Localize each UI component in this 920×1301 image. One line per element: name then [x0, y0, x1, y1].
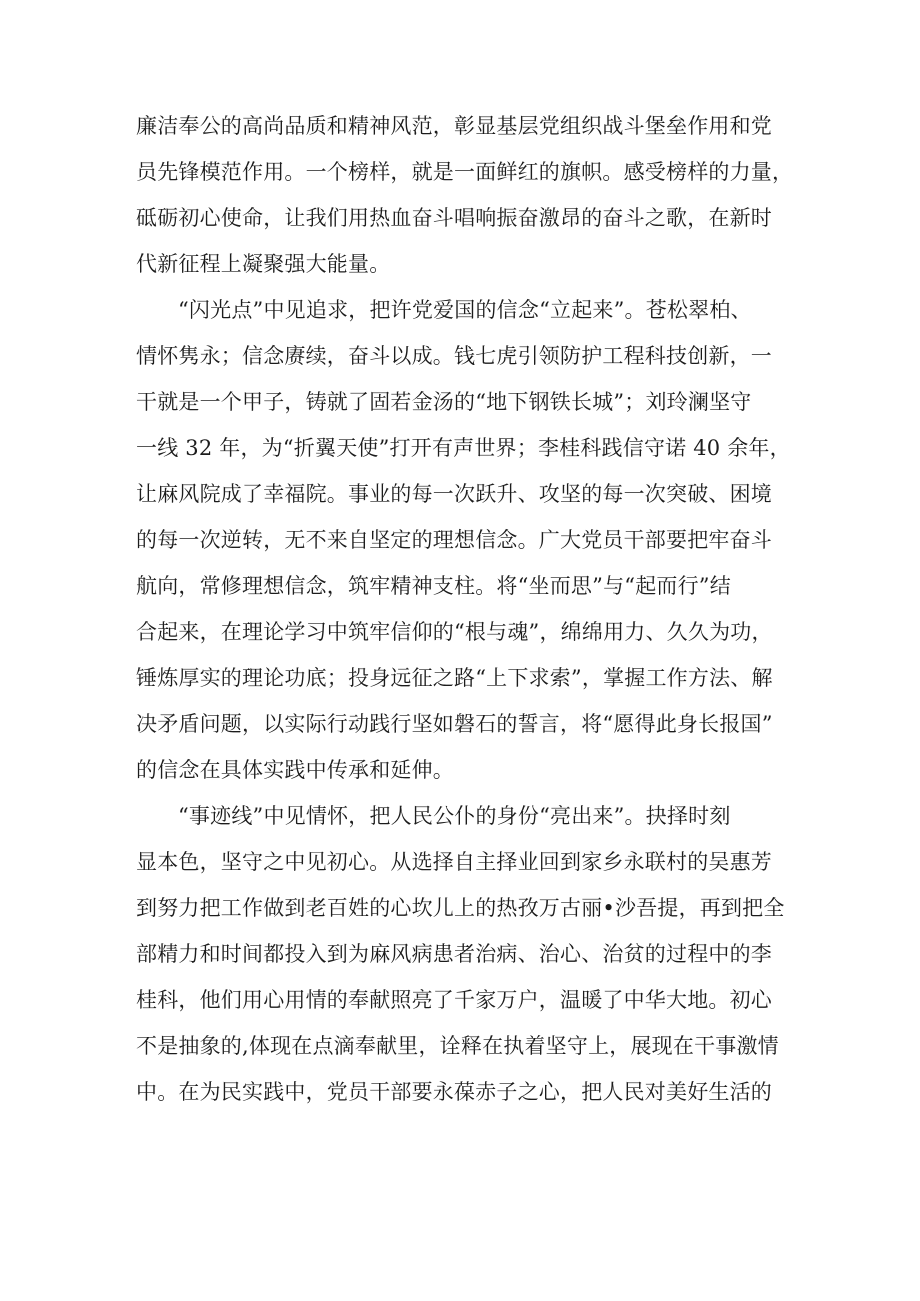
- text-line: 航向，常修理想信念，筑牢精神支柱。将“坐而思”与“起而行”结: [136, 574, 731, 598]
- text-line: 锤炼厚实的理论功底；投身远征之路“上下求索”，掌握工作方法、解: [136, 666, 773, 690]
- text-line: 的每一次逆转，无不来自坚定的理想信念。广大党员干部要把牢奋斗: [136, 528, 772, 552]
- text-line: 廉洁奉公的高尚品质和精神风范，彰显基层党组织战斗堡垒作用和党: [136, 114, 772, 138]
- text-line: 中。在为民实践中，党员干部要永葆赤子之心，把人民对美好生活的: [136, 1080, 772, 1104]
- text-line: 干就是一个甲子，铸就了固若金汤的“地下钢铁长城”；刘玲澜坚守: [136, 390, 752, 414]
- paragraph-first-line: “闪光点”中见追求，把许党爱国的信念“立起来”。苍松翠柏、: [178, 298, 752, 322]
- text-line: 显本色，坚守之中见初心。从选择自主择业回到家乡永联村的吴惠芳: [136, 850, 772, 874]
- text-line: 员先锋模范作用。一个榜样，就是一面鲜红的旗帜。感受榜样的力量，: [136, 160, 794, 184]
- text-line: 部精力和时间都投入到为麻风病患者治病、治心、治贫的过程中的李: [136, 942, 772, 966]
- text-line: 代新征程上凝聚强大能量。: [136, 252, 391, 276]
- text-line: 一线 32 年，为“折翼天使”打开有声世界；李桂科践信守诺 40 余年，: [136, 436, 791, 460]
- text-line: 到努力把工作做到老百姓的心坎儿上的热孜万古丽•沙吾提，再到把全: [136, 896, 785, 920]
- text-line: 桂科，他们用心用情的奉献照亮了千家万户，温暖了中华大地。初心: [136, 988, 772, 1012]
- text-line: 砥砺初心使命，让我们用热血奋斗唱响振奋激昂的奋斗之歌，在新时: [136, 206, 772, 230]
- paragraph-first-line: “事迹线”中见情怀，把人民公仆的身份“亮出来”。抉择时刻: [178, 804, 731, 828]
- text-line: 决矛盾问题，以实际行动践行坚如磐石的誓言，将“愿得此身长报国”: [136, 712, 773, 736]
- text-line: 让麻风院成了幸福院。事业的每一次跃升、攻坚的每一次突破、困境: [136, 482, 772, 506]
- text-line: 不是抽象的,体现在点滴奉献里，诠释在执着坚守上，展现在干事激情: [136, 1034, 779, 1058]
- text-line: 的信念在具体实践中传承和延伸。: [136, 758, 454, 782]
- text-line: 情怀隽永；信念赓续，奋斗以成。钱七虎引领防护工程科技创新，一: [136, 344, 772, 368]
- text-line: 合起来，在理论学习中筑牢信仰的“根与魂”，绵绵用力、久久为功，: [136, 620, 773, 644]
